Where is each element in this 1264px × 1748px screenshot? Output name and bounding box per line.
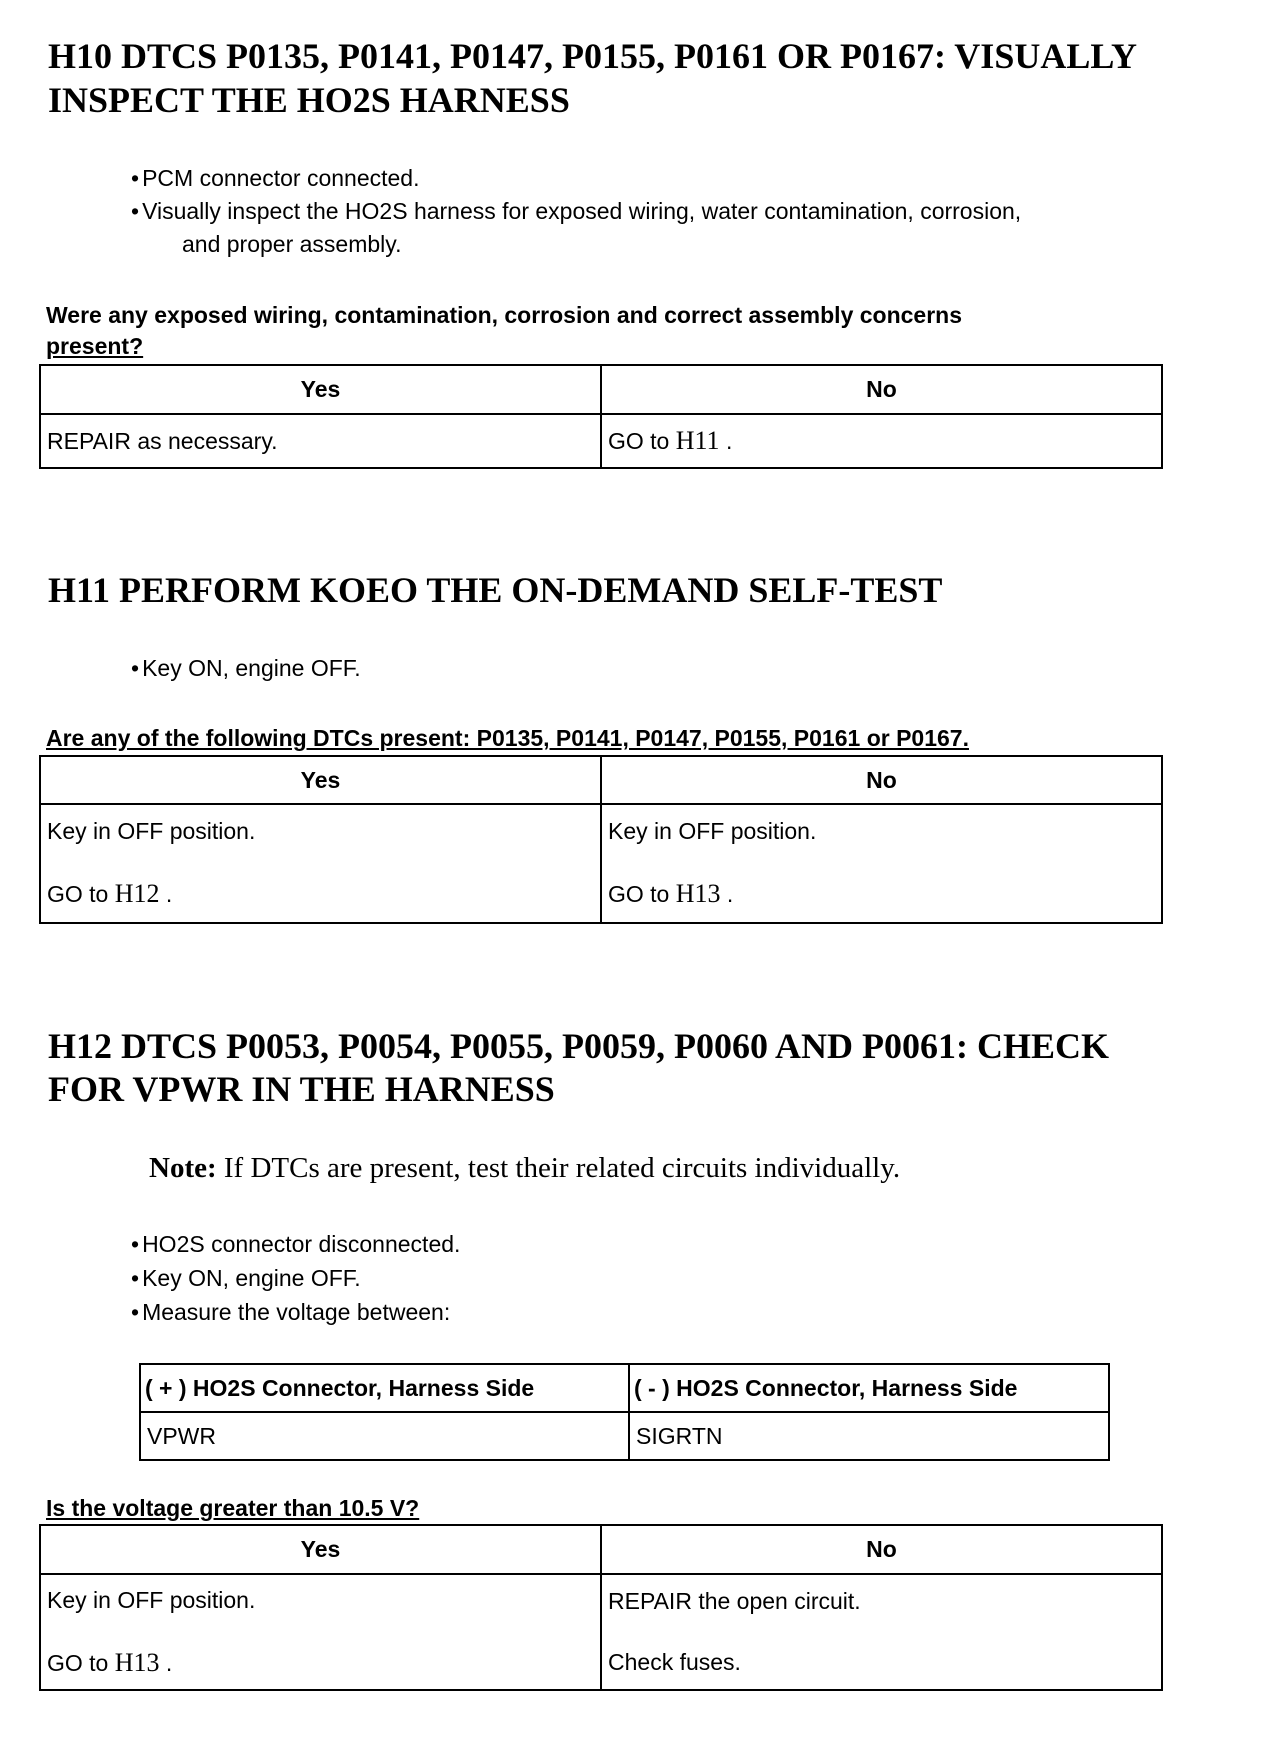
connector-table	[139, 1363, 1110, 1461]
yes-line1: Key in OFF position.	[47, 818, 256, 844]
bullet: • Key ON, engine OFF.	[131, 1262, 361, 1295]
no-cell	[601, 414, 1162, 468]
minus-cell: SIGRTN	[629, 1412, 1109, 1460]
h12-title-line1: H12 DTCS P0053, P0054, P0055, P0059, P0060 AND P0061: CHECK	[48, 1026, 1109, 1066]
no-header: No	[601, 756, 1162, 804]
go-to-text: GO to	[47, 1649, 109, 1676]
bullet-continuation: and proper assembly.	[182, 231, 402, 257]
note-label: Note:	[149, 1152, 217, 1184]
link-h13[interactable]: H13	[114, 1647, 160, 1677]
link-h13[interactable]: H13	[675, 879, 721, 908]
yes-cell	[40, 804, 601, 923]
yes-cell	[40, 1574, 601, 1690]
go-to-text: GO to	[608, 428, 670, 454]
period: .	[725, 428, 733, 454]
minus-header: ( - ) HO2S Connector, Harness Side	[629, 1364, 1109, 1412]
h11-question: Are any of the following DTCs present: P0135, P0141, P0147, P0155, P0161 or P0167.	[46, 725, 969, 751]
no-line2: Check fuses.	[608, 1649, 741, 1675]
h10-question-line2: present?	[46, 333, 144, 359]
period: .	[165, 1649, 173, 1676]
h11-answer-table	[39, 755, 1163, 924]
go-to-text: GO to	[608, 881, 670, 907]
bullet: • HO2S connector disconnected.	[131, 1228, 460, 1261]
h12-question: Is the voltage greater than 10.5 V?	[46, 1495, 420, 1521]
plus-header: ( + ) HO2S Connector, Harness Side	[140, 1364, 629, 1412]
h10-title-line1: H10 DTCS P0135, P0141, P0147, P0155, P0161 OR P0167: VISUALLY	[48, 36, 1138, 76]
h10-answer-table	[39, 364, 1163, 469]
plus-cell: VPWR	[140, 1412, 629, 1460]
bullet: • Measure the voltage between:	[131, 1296, 450, 1329]
period: .	[165, 881, 173, 907]
no-line1: REPAIR the open circuit.	[608, 1588, 861, 1614]
bullet: • Key ON, engine OFF.	[131, 652, 361, 685]
h10-question-line1: Were any exposed wiring, contamination, corrosion and correct assembly concerns	[46, 302, 963, 328]
yes-line1: Key in OFF position.	[47, 1586, 256, 1613]
h10-title-line2: INSPECT THE HO2S HARNESS	[48, 80, 570, 120]
link-h11[interactable]: H11	[675, 426, 720, 455]
period: .	[726, 881, 734, 907]
link-h12[interactable]: H12	[114, 879, 160, 908]
h11-title: H11 PERFORM KOEO THE ON-DEMAND SELF-TEST	[48, 570, 943, 610]
no-header: No	[601, 365, 1162, 414]
bullet: • Visually inspect the HO2S harness for exposed wiring, water contamination, corrosion,	[131, 195, 1021, 228]
h12-title-line2: FOR VPWR IN THE HARNESS	[48, 1069, 555, 1109]
yes-cell: REPAIR as necessary.	[40, 414, 601, 468]
yes-header: Yes	[40, 365, 601, 414]
no-line1: Key in OFF position.	[608, 818, 817, 844]
yes-header: Yes	[40, 756, 601, 804]
no-cell	[601, 804, 1162, 923]
no-cell	[601, 1574, 1162, 1690]
yes-header: Yes	[40, 1525, 601, 1574]
no-header: No	[601, 1525, 1162, 1574]
bullet: • PCM connector connected.	[131, 162, 420, 195]
go-to-text: GO to	[47, 881, 109, 907]
note	[149, 1152, 900, 1185]
h12-answer-table	[39, 1524, 1163, 1691]
note-text: If DTCs are present, test their related circuits individually.	[223, 1152, 901, 1184]
